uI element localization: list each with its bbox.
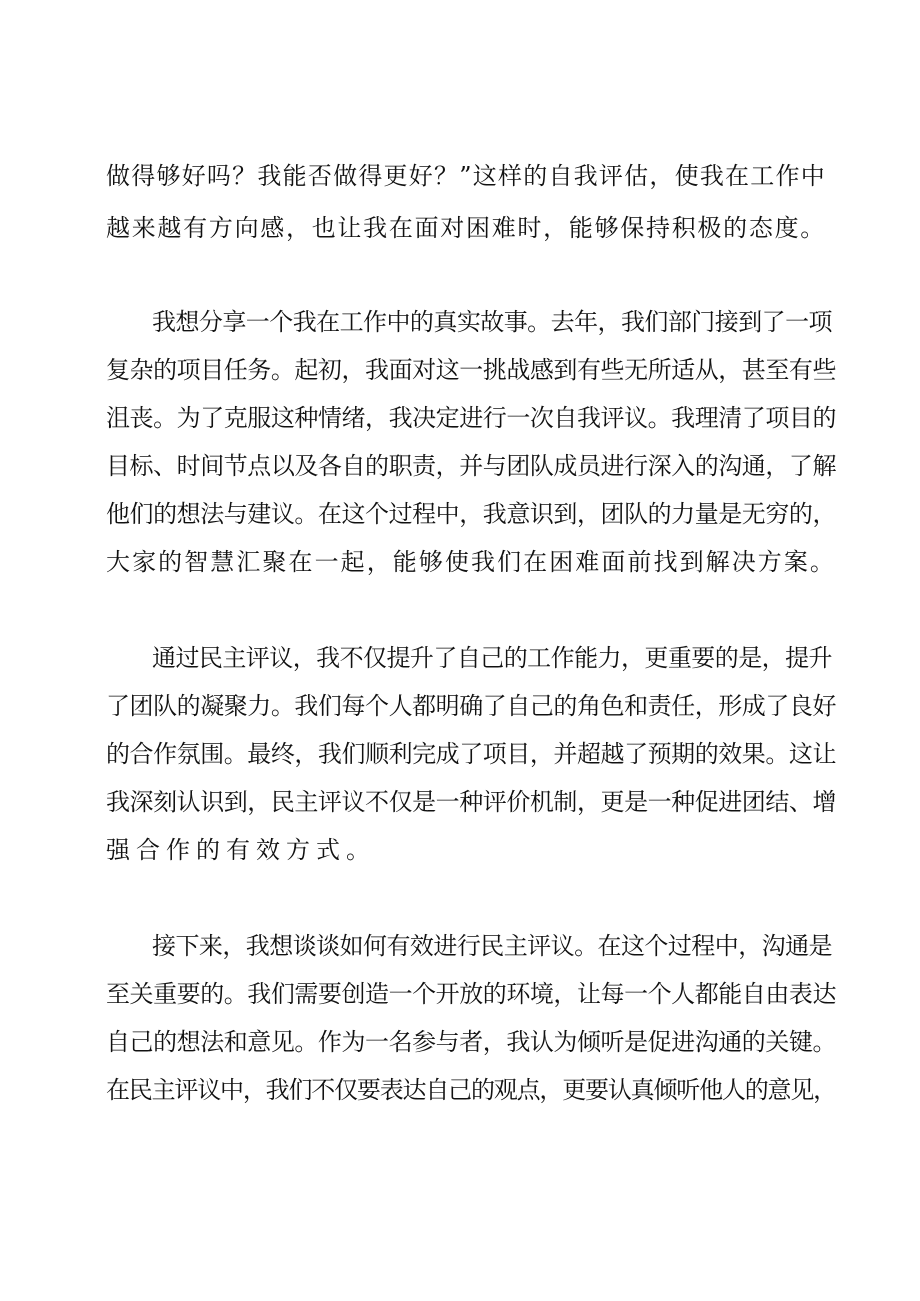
- paragraph-3-line-2: 了团队的凝聚力。我们每个人都明确了自己的角色和责任，形成了良好: [106, 692, 836, 720]
- paragraph-4-line-4: 在民主评议中，我们不仅要表达自己的观点，更要认真倾听他人的意见，: [106, 1076, 836, 1104]
- paragraph-4-line-3: 自己的想法和意见。作为一名参与者，我认为倾听是促进沟通的关键。: [106, 1028, 836, 1056]
- paragraph-3-line-1: 通过民主评议，我不仅提升了自己的工作能力，更重要的是，提升: [152, 644, 832, 672]
- paragraph-4-line-2: 至关重要的。我们需要创造一个开放的环境，让每一个人都能自由表达: [106, 980, 836, 1008]
- paragraph-2-line-4: 目标、时间节点以及各自的职责，并与团队成员进行深入的沟通，了解: [106, 452, 836, 480]
- paragraph-1-line-2: 越来越有方向感，也让我在面对困难时，能够保持积极的态度。: [106, 214, 826, 242]
- paragraph-2-line-6: 大家的智慧汇聚在一起，能够使我们在困难面前找到解决方案。: [106, 548, 836, 576]
- paragraph-2-line-2: 复杂的项目任务。起初，我面对这一挑战感到有些无所适从，甚至有些: [106, 356, 836, 384]
- paragraph-2-line-5: 他们的想法与建议。在这个过程中，我意识到，团队的力量是无穷的，: [106, 500, 836, 528]
- paragraph-1-line-1: 做得够好吗？我能否做得更好？”这样的自我评估，使我在工作中: [106, 162, 826, 190]
- paragraph-2-line-3: 沮丧。为了克服这种情绪，我决定进行一次自我评议。我理清了项目的: [106, 404, 836, 432]
- paragraph-4-line-1: 接下来，我想谈谈如何有效进行民主评议。在这个过程中，沟通是: [152, 932, 832, 960]
- paragraph-3-line-4: 我深刻认识到，民主评议不仅是一种评价机制，更是一种促进团结、增: [106, 788, 836, 816]
- paragraph-3-line-5: 强合作的有效方式。: [106, 836, 376, 864]
- paragraph-2-line-1: 我想分享一个我在工作中的真实故事。去年，我们部门接到了一项: [152, 308, 832, 336]
- paragraph-3-line-3: 的合作氛围。最终，我们顺利完成了项目，并超越了预期的效果。这让: [106, 740, 836, 768]
